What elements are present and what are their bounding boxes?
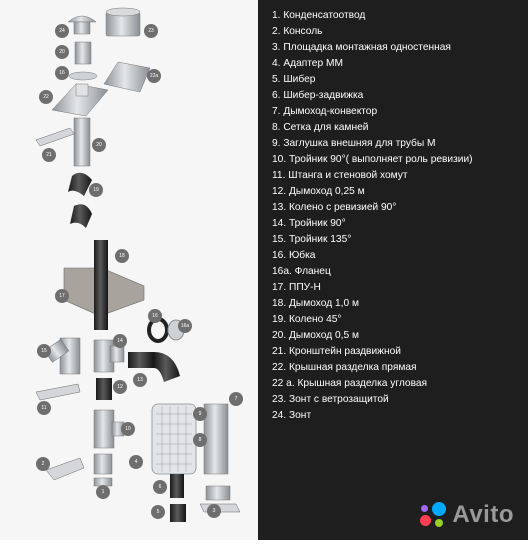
part-pipe-10 — [94, 240, 108, 330]
legend-item: 4. Адаптер ММ — [272, 58, 343, 69]
legend-item: 2. Консоль — [272, 26, 323, 37]
legend-item: 21. Кронштейн раздвижной — [272, 346, 401, 357]
svg-text:16a: 16a — [180, 323, 190, 329]
badge — [92, 138, 106, 152]
avito-dots-icon — [418, 500, 448, 530]
svg-text:13: 13 — [137, 377, 143, 383]
svg-text:15: 15 — [41, 348, 47, 354]
parts-legend — [258, 0, 528, 540]
svg-text:10: 10 — [125, 426, 131, 432]
badge — [207, 504, 221, 518]
svg-text:17: 17 — [59, 293, 65, 299]
part-condensate — [94, 478, 112, 486]
legend-item: 18. Дымоход 1,0 м — [272, 298, 359, 309]
badge — [229, 392, 243, 406]
svg-text:3: 3 — [212, 508, 216, 514]
parts-legend-list — [258, 0, 528, 424]
badge — [178, 319, 192, 333]
part-pipe-top — [75, 42, 91, 64]
part-elbow-45-b — [70, 204, 92, 228]
legend-item: 8. Сетка для камней — [272, 122, 369, 133]
badge — [148, 309, 162, 323]
part-pipe-025 — [96, 378, 112, 400]
badge — [55, 66, 69, 80]
svg-text:16: 16 — [152, 313, 158, 319]
avito-wordmark: Avito — [452, 501, 514, 528]
svg-text:9: 9 — [198, 411, 202, 417]
legend-item: 5. Шибер — [272, 74, 316, 85]
svg-text:20: 20 — [96, 142, 102, 148]
legend-item: 16а. Фланец — [272, 266, 331, 277]
badge — [39, 90, 53, 104]
part-rod-clamp — [36, 384, 80, 400]
part-damper — [170, 504, 186, 522]
part-zont-windproof — [106, 8, 140, 36]
svg-text:22a: 22a — [149, 73, 159, 79]
svg-text:21: 21 — [46, 152, 52, 158]
legend-item: 17. ППУ-Н — [272, 282, 321, 293]
logo-dot — [420, 515, 431, 526]
logo-dot — [421, 505, 428, 512]
svg-text:23: 23 — [148, 28, 154, 34]
badge — [144, 24, 158, 38]
legend-item: 3. Площадка монтажная одностенная — [272, 42, 451, 53]
svg-text:8: 8 — [198, 437, 202, 443]
legend-item: 16. Юбка — [272, 250, 316, 261]
logo-dot — [435, 519, 443, 527]
legend-item: 10. Тройник 90°( выполняет роль ревизии) — [272, 154, 473, 165]
legend-item: 24. Зонт — [272, 410, 312, 421]
part-skirt-top — [69, 72, 97, 80]
badge — [55, 45, 69, 59]
svg-text:19: 19 — [93, 187, 99, 193]
legend-item: 22. Крышная разделка прямая — [272, 362, 417, 373]
part-stone-mesh — [152, 404, 196, 474]
badge — [96, 485, 110, 499]
svg-text:18: 18 — [119, 253, 125, 259]
legend-item: 14. Тройник 90° — [272, 218, 346, 229]
legend-item: 20. Дымоход 0,5 м — [272, 330, 359, 341]
svg-text:5: 5 — [156, 509, 160, 515]
svg-text:22: 22 — [43, 94, 49, 100]
legend-item: 1. Конденсатоотвод — [272, 10, 366, 21]
part-pipe-05 — [74, 118, 90, 166]
chimney-parts-diagram — [0, 0, 258, 540]
svg-text:7: 7 — [234, 396, 238, 402]
svg-text:24: 24 — [59, 28, 65, 34]
badge — [147, 69, 161, 83]
badge — [36, 457, 50, 471]
part-adapter — [94, 454, 112, 474]
part-convector — [204, 404, 228, 474]
part-roof-angled — [104, 62, 150, 92]
legend-item: 22 а. Крышная разделка угловая — [272, 378, 428, 389]
legend-item: 12. Дымоход 0,25 м — [272, 186, 365, 197]
badge — [115, 249, 129, 263]
legend-item: 7. Дымоход-конвектор — [272, 106, 378, 117]
part-tee-revision — [94, 410, 124, 448]
part-elbow-45-a — [68, 173, 92, 196]
logo-dot — [432, 502, 446, 516]
svg-text:1: 1 — [101, 489, 105, 495]
svg-text:11: 11 — [41, 405, 47, 411]
svg-text:20: 20 — [59, 49, 65, 55]
badge — [55, 289, 69, 303]
svg-text:12: 12 — [117, 384, 123, 390]
badge — [133, 373, 147, 387]
badge — [113, 334, 127, 348]
badge — [37, 344, 51, 358]
svg-text:4: 4 — [134, 459, 138, 465]
part-bracket — [36, 128, 74, 146]
legend-item: 11. Штанга и стеновой хомут — [272, 170, 408, 181]
exploded-parts-illustration — [0, 0, 258, 540]
legend-item: 15. Тройник 135° — [272, 234, 352, 245]
badge — [113, 380, 127, 394]
svg-text:16: 16 — [59, 70, 65, 76]
badge — [55, 24, 69, 38]
badge — [193, 433, 207, 447]
part-tee-135 — [44, 338, 80, 374]
legend-item: 9. Заглушка внешняя для трубы М — [272, 138, 436, 149]
svg-text:6: 6 — [158, 484, 162, 490]
badge — [193, 407, 207, 421]
avito-watermark — [418, 500, 514, 530]
badge — [153, 480, 167, 494]
legend-item: 13. Колено с ревизией 90° — [272, 202, 397, 213]
legend-item: 6. Шибер-задвижка — [272, 90, 364, 101]
part-zont — [68, 16, 96, 34]
badge — [129, 455, 143, 469]
part-slide-gate — [170, 474, 184, 498]
part-cap-external — [206, 486, 230, 500]
badge — [151, 505, 165, 519]
badge — [89, 183, 103, 197]
badge — [42, 148, 56, 162]
legend-item: 23. Зонт с ветрозащитой — [272, 394, 389, 405]
svg-text:14: 14 — [117, 338, 123, 344]
badge — [37, 401, 51, 415]
legend-item: 19. Колено 45° — [272, 314, 342, 325]
badge — [121, 422, 135, 436]
part-console — [46, 458, 84, 480]
svg-text:2: 2 — [41, 461, 45, 467]
